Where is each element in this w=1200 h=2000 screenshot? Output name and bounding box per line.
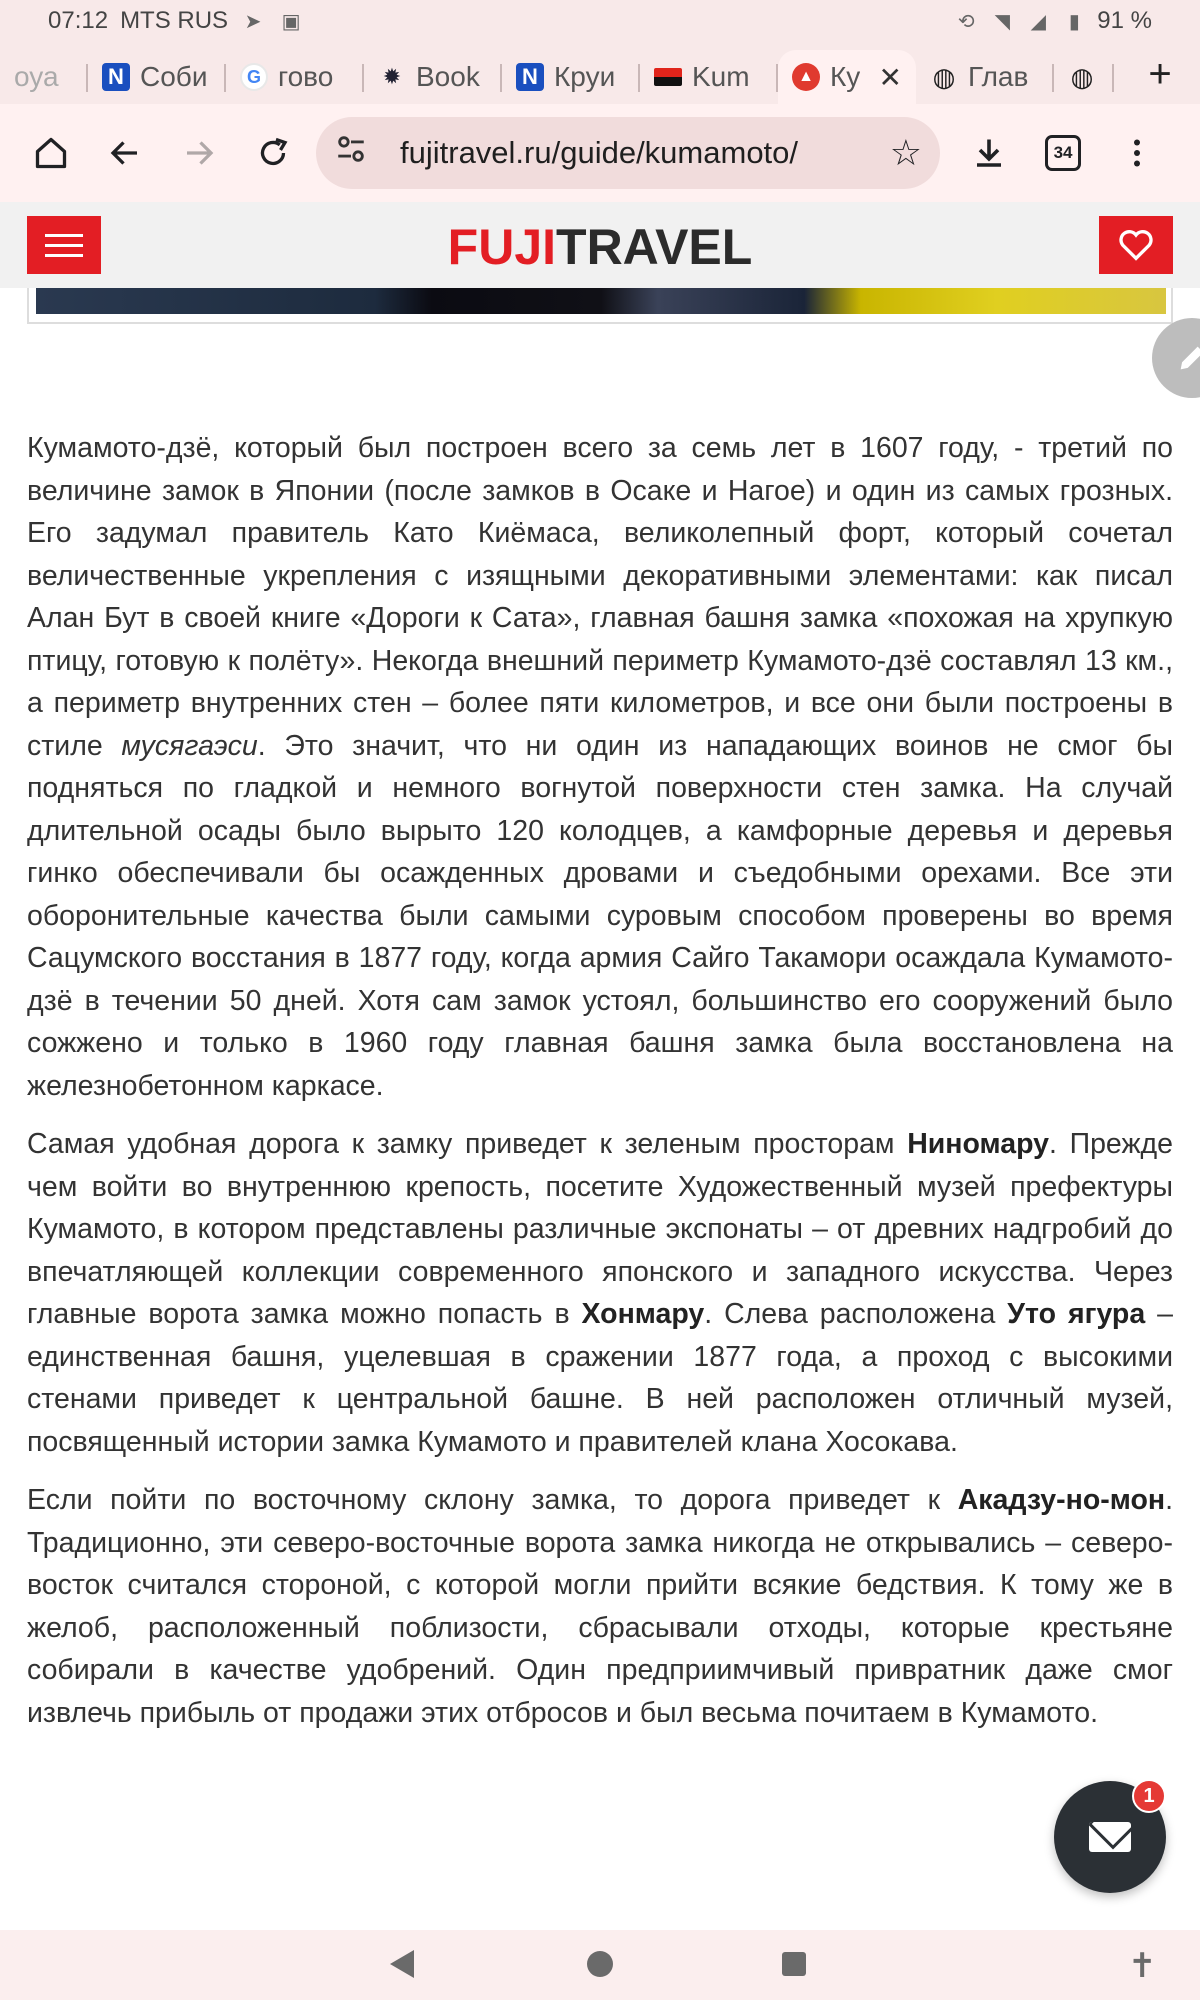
hero-image-frame xyxy=(27,288,1173,324)
article-paragraph: Если пойти по восточному склону замка, то дорога приведет к Акадзу-но-мон. Традиционно, эти северо-восточные ворота замка никогда не открывались – северо-восток считался стороной, с которой могли прийти всякие бедствия. К тому же в желоб, расположенный поблизости, сбрасывали отходы, которые крестьяне собирали в качестве удобрений. Один предприимчивый привратник даже смог извлечь прибыль от продажи этих отбросов и был весьма почитаем в Кумамото. xyxy=(27,1484,1173,1729)
status-time: 07:12 xyxy=(48,7,109,34)
place-ninomaru: Ниномару xyxy=(907,1128,1049,1160)
tab-label: Соби xyxy=(140,61,208,92)
tab-globe[interactable] xyxy=(1054,50,1114,104)
favorites-button[interactable] xyxy=(1099,216,1173,274)
tab-switcher-button[interactable] xyxy=(1032,118,1094,188)
n-icon: N xyxy=(516,63,544,91)
tab-partial[interactable] xyxy=(0,50,88,104)
tab-label: Book xyxy=(416,61,480,92)
place-honmaru: Хонмару xyxy=(581,1298,705,1330)
system-nav-bar xyxy=(0,1930,1200,2000)
tab-label: гово xyxy=(278,61,334,92)
tab-sobi[interactable] xyxy=(88,50,226,104)
article-paragraph: Кумамото-дзё, который был построен всего за семь лет в 1607 году, - третий по величине замок в Японии (после замков в Осаке и Нагое) и один из самых грозных. Его задумал правитель Като Киёмаса, великолепный форт, который сочетал величественные укрепления с изящными декоративными элементами: как писал Алан Бут в своей книге «Дороги к Сата», главная башня замка «похожая на хрупкую птицу, готовую к полёту». Некогда внешний периметр Кумамото-дзё составлял 13 км., а периметр внутренних стен – более пяти километров, и все они были построены в стиле мусягаэси. Это значит, что ни один из нападающих воинов не смог бы подняться по гладкой и немного вогнутой поверхности стен замка. На случай длительной осады было вырыто 120 колодцев, а камфорные деревья и деревья гинко обеспечивали бы осажденных дровами и съедобными орехами. Все эти оборонительные качества были самыми суровым способом проверены во время Сацумского восстания в 1877 году, когда армия Сайго Такамори осаждала Кумамото-дзё в течении 50 дней. Хотя сам замок устоял, большинство его сооружений было сожжено и только в 1960 году главная башня замка была восстановлена на железнобетонном каркасе. xyxy=(27,432,1173,1102)
fujitravel-icon: ▲ xyxy=(792,63,820,91)
url-bar[interactable] xyxy=(316,117,940,189)
nav-recents-icon[interactable] xyxy=(782,1952,806,1976)
nav-back-icon[interactable] xyxy=(390,1950,414,1978)
tab-label: оуа xyxy=(14,61,59,92)
menu-button[interactable] xyxy=(1106,118,1168,188)
signal-icon: ◢ xyxy=(1030,10,1046,33)
home-icon xyxy=(33,135,69,171)
gallery-icon: ▣ xyxy=(281,10,301,33)
tab-label: Круи xyxy=(554,61,616,92)
status-bar xyxy=(0,0,1200,42)
tab-glav[interactable] xyxy=(916,50,1054,104)
sync-icon: ⟲ xyxy=(957,10,975,33)
globe-icon: ◍ xyxy=(932,61,956,92)
place-akadzu-no-mon: Акадзу-но-мон xyxy=(957,1484,1166,1516)
tab-label: Ку xyxy=(830,61,861,92)
nav-home-icon[interactable] xyxy=(587,1951,613,1977)
logo-part1: FUJI xyxy=(447,219,557,275)
arrow-right-icon xyxy=(181,135,217,171)
wifi-icon: ◥ xyxy=(994,10,1010,33)
star-icon[interactable]: ☆ xyxy=(889,132,923,173)
tab-strip xyxy=(0,42,1200,104)
tab-booking[interactable] xyxy=(364,50,502,104)
tab-kum[interactable] xyxy=(640,50,778,104)
download-button[interactable] xyxy=(958,118,1020,188)
battery-level: 91 % xyxy=(1097,7,1152,34)
article-body xyxy=(27,427,1173,1750)
back-button[interactable] xyxy=(94,118,156,188)
home-button[interactable] xyxy=(20,118,82,188)
status-carrier: MTS RUS xyxy=(120,7,229,34)
edit-button[interactable] xyxy=(1152,318,1200,398)
site-logo[interactable] xyxy=(0,218,1200,276)
place-uto-yagura: Уто ягура xyxy=(1007,1298,1146,1330)
accessibility-icon[interactable]: ✝ xyxy=(1128,1947,1157,1985)
download-icon xyxy=(971,135,1007,171)
reload-icon xyxy=(255,135,291,171)
article-paragraph: Самая удобная дорога к замку приведет к зеленым просторам Ниномару. Прежде чем войти во внутреннюю крепость, посетите Художественный музей префектуры Кумамото, в котором представлены различные экспонаты – от древних надгробий до впечатляющей коллекции современного японского и западного искусства. Через главные ворота замка можно попасть в Хонмару. Слева расположена Уто ягура – единственная башня, уцелевшая в сражении 1877 года, а проход с высокими стенами приведет к центральной башне. В ней расположен отличный музей, посвященный истории замка Кумамото и правителей клана Хосокава. xyxy=(27,1128,1174,1458)
site-settings-icon[interactable] xyxy=(334,132,384,174)
more-vert-icon xyxy=(1119,135,1155,171)
envelope-icon xyxy=(1089,1822,1131,1852)
pencil-icon xyxy=(1175,341,1200,375)
tab-label: Глав xyxy=(968,61,1029,92)
flag-icon xyxy=(654,68,682,86)
hero-image xyxy=(36,288,1166,314)
booking-icon: ✹ xyxy=(382,64,402,89)
globe-icon: ◍ xyxy=(1070,61,1094,92)
logo-part2: TRAVEL xyxy=(556,219,753,275)
tab-count: 34 xyxy=(1045,135,1081,171)
n-icon: N xyxy=(102,63,130,91)
heart-icon xyxy=(1116,225,1156,265)
term-musyagaeshi: мусягаэси xyxy=(121,729,258,762)
arrow-left-icon xyxy=(107,135,143,171)
url-text[interactable]: fujitravel.ru/guide/kumamoto/ xyxy=(400,135,799,170)
google-icon: G xyxy=(240,63,268,91)
site-header xyxy=(0,202,1200,288)
battery-icon: ▮ xyxy=(1068,10,1080,33)
tab-krui[interactable] xyxy=(502,50,640,104)
close-icon[interactable]: ✕ xyxy=(878,61,902,93)
tab-google[interactable] xyxy=(226,50,364,104)
reload-button[interactable] xyxy=(242,118,304,188)
mail-widget-button[interactable] xyxy=(1054,1781,1166,1893)
browser-toolbar xyxy=(0,104,1200,202)
notification-badge: 1 xyxy=(1132,1779,1166,1813)
forward-button[interactable] xyxy=(168,118,230,188)
tab-label: Kum xyxy=(692,61,750,92)
telegram-icon: ➤ xyxy=(244,10,262,33)
tab-active-fujitravel[interactable] xyxy=(778,50,916,104)
new-tab-button[interactable]: + xyxy=(1148,51,1172,96)
